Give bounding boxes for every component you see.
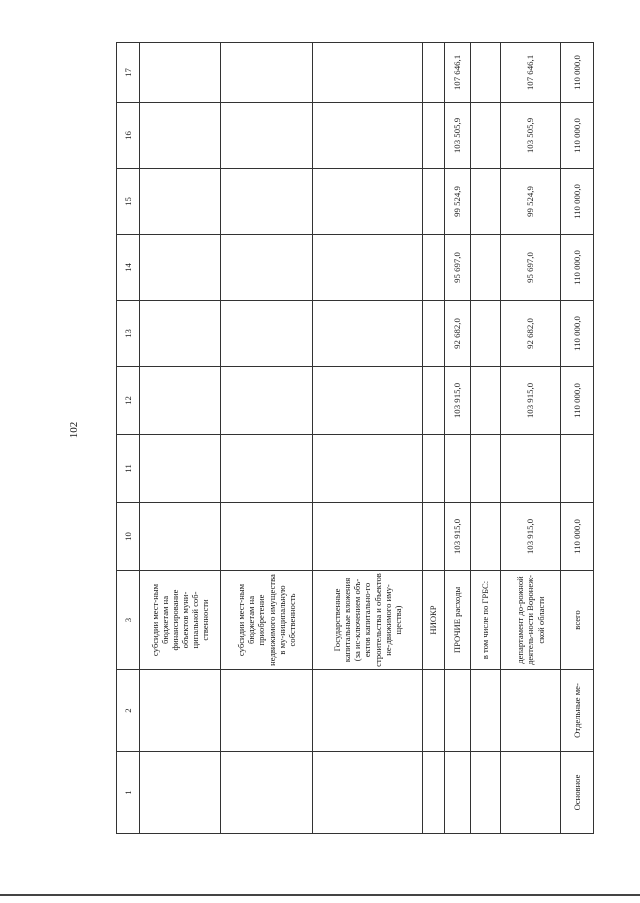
cell-col2 [423,670,445,752]
value-cell: 110 000,0 [561,367,594,435]
value-cell: 99 524,9 [445,169,471,235]
value-cell [471,503,501,571]
value-cell [221,435,313,503]
value-cell [471,103,501,169]
cell-col2 [471,670,501,752]
cell-col2 [501,670,561,752]
value-cell [471,435,501,503]
table-row [313,43,423,834]
row-label: в том числе по ГРБС: [471,571,501,670]
value-cell [471,235,501,301]
value-cell [423,435,445,503]
cell-col1 [140,752,221,834]
value-cell [471,43,501,103]
value-cell [471,301,501,367]
budget-table [116,42,594,834]
value-cell [423,103,445,169]
table-row [140,43,221,834]
cell-col1 [471,752,501,834]
value-cell: 110 000,0 [561,169,594,235]
column-header: 11 [117,435,140,503]
value-cell: 103 915,0 [501,367,561,435]
value-cell: 107 646,1 [445,43,471,103]
value-cell [221,103,313,169]
value-cell [221,301,313,367]
cell-col2 [445,670,471,752]
table-row [445,43,471,834]
page-bottom-rule [0,894,640,896]
value-cell [313,435,423,503]
value-cell [140,235,221,301]
column-header: 10 [117,503,140,571]
cell-col2: Отдельные ме- [561,670,594,752]
value-cell [423,301,445,367]
table-container [116,43,590,834]
value-cell [313,235,423,301]
value-cell [423,235,445,301]
table-row [423,43,445,834]
value-cell [221,367,313,435]
row-label: субсидии мест-ным бюджетам на приобретение недвижимого имущества в му-ниципальную собственность [221,571,313,670]
table-row [501,43,561,834]
value-cell: 107 646,1 [501,43,561,103]
value-cell: 103 915,0 [501,503,561,571]
cell-col1 [423,752,445,834]
cell-col1 [313,752,423,834]
cell-col1 [445,752,471,834]
column-header: 15 [117,169,140,235]
cell-col2 [140,670,221,752]
header-row [117,43,140,834]
value-cell: 110 000,0 [561,301,594,367]
table-row [471,43,501,834]
row-label: Государственные капитальные вложения (за ис-ключением объ-ектов капитально-го строительства и объектов не-движимого иму-щества) [313,571,423,670]
column-header: 13 [117,301,140,367]
value-cell [140,169,221,235]
value-cell [313,301,423,367]
value-cell [501,435,561,503]
column-header: 17 [117,43,140,103]
table-row [221,43,313,834]
row-label: департамент до-рожной деятель-ности Воронеж-ской области [501,571,561,670]
value-cell [471,367,501,435]
table-row [561,43,594,834]
cell-col1 [221,752,313,834]
value-cell: 95 697,0 [501,235,561,301]
row-label: НИОКР [423,571,445,670]
value-cell [313,103,423,169]
row-label: всего [561,571,594,670]
column-header: 14 [117,235,140,301]
page-number: 102 [68,421,80,439]
row-label: субсидии мест-ным бюджетам на финансирование объектов муни-ципальной соб-ственности [140,571,221,670]
value-cell [140,301,221,367]
value-cell: 92 682,0 [445,301,471,367]
value-cell [140,43,221,103]
value-cell: 110 000,0 [561,503,594,571]
value-cell [140,103,221,169]
column-header: 16 [117,103,140,169]
value-cell [221,43,313,103]
cell-col2 [221,670,313,752]
value-cell: 95 697,0 [445,235,471,301]
value-cell [423,43,445,103]
value-cell [561,435,594,503]
cell-col1: Основное [561,752,594,834]
value-cell [313,503,423,571]
value-cell [221,169,313,235]
cell-col1 [501,752,561,834]
value-cell [140,367,221,435]
value-cell [423,169,445,235]
value-cell: 103 505,9 [445,103,471,169]
column-header: 3 [117,571,140,670]
value-cell [140,503,221,571]
cell-col2 [313,670,423,752]
value-cell [313,367,423,435]
value-cell: 110 000,0 [561,235,594,301]
value-cell [221,235,313,301]
value-cell: 103 915,0 [445,367,471,435]
value-cell [221,503,313,571]
value-cell: 110 000,0 [561,103,594,169]
value-cell [313,43,423,103]
value-cell [471,169,501,235]
value-cell: 103 505,9 [501,103,561,169]
value-cell [445,435,471,503]
column-header: 2 [117,670,140,752]
value-cell [313,169,423,235]
value-cell [140,435,221,503]
column-header: 12 [117,367,140,435]
value-cell: 103 915,0 [445,503,471,571]
value-cell [423,503,445,571]
row-label: ПРОЧИЕ расходы [445,571,471,670]
value-cell: 99 524,9 [501,169,561,235]
value-cell: 92 682,0 [501,301,561,367]
value-cell: 110 000,0 [561,43,594,103]
column-header: 1 [117,752,140,834]
value-cell [423,367,445,435]
